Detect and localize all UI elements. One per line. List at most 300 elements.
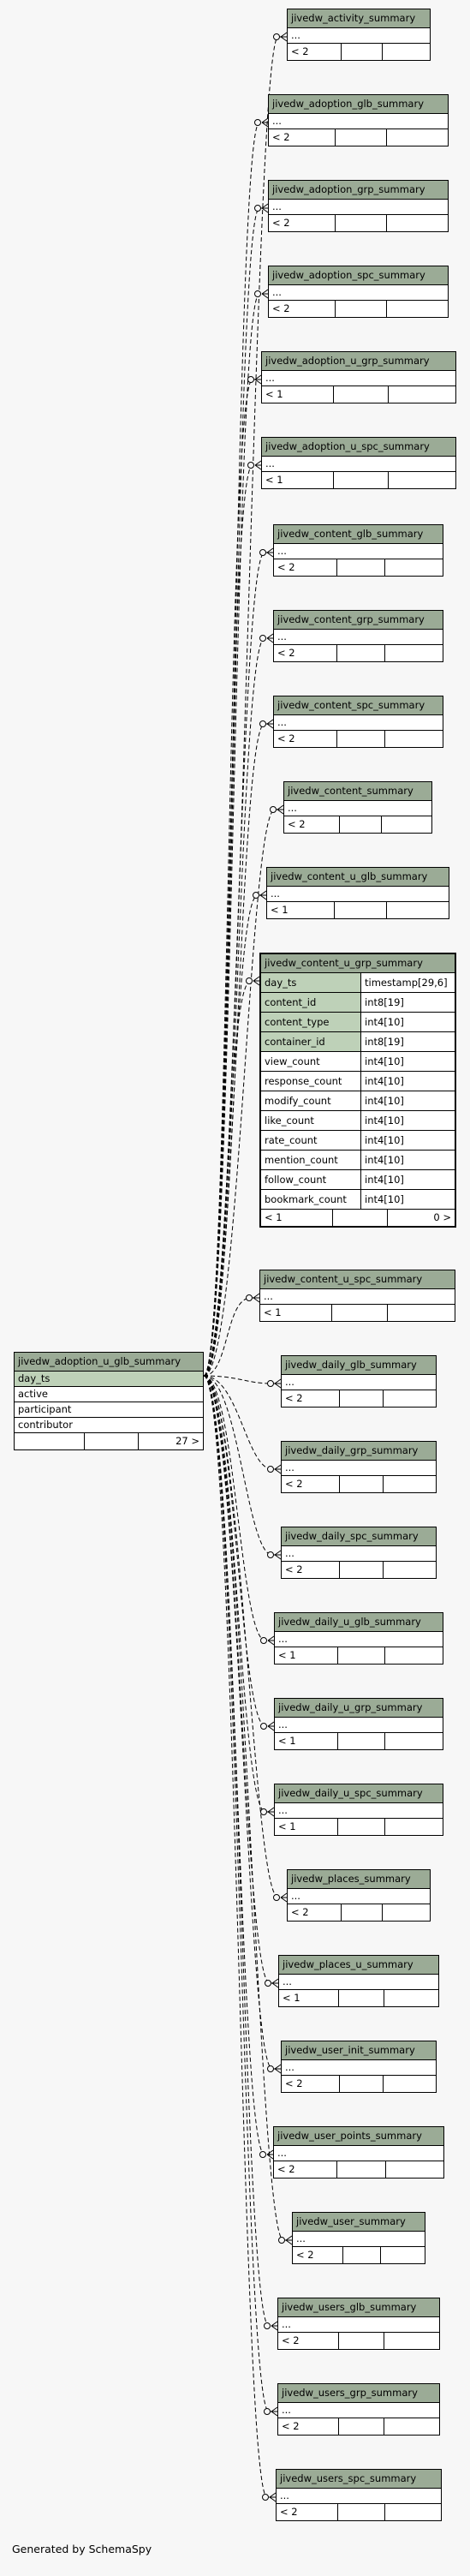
relationship-edge — [204, 1376, 277, 2326]
footer-parents: < 2 — [269, 215, 336, 231]
child-table-footer — [278, 2333, 439, 2349]
footer-parents: < 2 — [282, 1476, 340, 1492]
child-table-header: jivedw_content_u_spc_summary — [260, 1270, 455, 1289]
crowfoot-marker — [281, 1898, 287, 1902]
crowfoot-marker — [268, 1722, 274, 1726]
footer-children — [383, 1904, 430, 1921]
optional-marker — [247, 978, 253, 984]
crowfoot-marker — [275, 1379, 281, 1384]
footer-children — [385, 1819, 443, 1835]
child-table-ellipsis-row: ... — [274, 2146, 443, 2161]
footer-children — [384, 1562, 436, 1578]
relationship-edge — [204, 1376, 273, 2155]
footer-parents: < 2 — [274, 559, 337, 576]
child-table[interactable] — [274, 1698, 443, 1750]
child-table-ellipsis-row: ... — [275, 1718, 443, 1733]
child-table-ellipsis-row: ... — [282, 1546, 436, 1562]
footer-middle — [336, 215, 387, 231]
child-table-ellipsis-row: ... — [282, 1375, 436, 1390]
crowfoot-marker — [267, 548, 273, 553]
child-table-footer — [275, 1647, 443, 1664]
child-table-header: jivedw_places_u_summary — [279, 1956, 438, 1975]
crowfoot-marker — [275, 1465, 281, 1469]
focus-column-row — [261, 1032, 455, 1052]
child-table-header: jivedw_user_points_summary — [274, 2127, 443, 2146]
column-name: bookmark_count — [261, 1190, 361, 1209]
source-table-header: jivedw_adoption_u_glb_summary — [15, 1353, 203, 1372]
child-table-footer — [274, 2161, 443, 2178]
child-table-ellipsis-row: ... — [274, 630, 443, 645]
child-table-header: jivedw_adoption_glb_summary — [269, 95, 448, 114]
footer-middle — [342, 44, 382, 60]
child-table-header: jivedw_adoption_spc_summary — [269, 266, 448, 285]
footer-parents: < 2 — [269, 301, 336, 317]
footer-parents: < 2 — [282, 1390, 340, 1407]
child-table-ellipsis-row: ... — [269, 114, 448, 129]
crowfoot-marker — [272, 1983, 278, 1987]
child-table-ellipsis-row: ... — [279, 1975, 438, 1990]
optional-marker — [279, 2238, 285, 2244]
footer-parents: < 1 — [275, 1819, 338, 1835]
relationship-edge — [204, 294, 268, 1376]
footer-middle — [338, 1819, 386, 1835]
footer-children — [383, 44, 430, 60]
child-table[interactable] — [281, 1527, 437, 1579]
footer-children — [387, 129, 448, 146]
footer-children — [385, 559, 443, 576]
column-type: int4[10] — [365, 1115, 404, 1127]
optional-marker — [265, 2323, 271, 2329]
child-table-header: jivedw_content_summary — [284, 782, 431, 801]
child-table-ellipsis-row: ... — [267, 887, 449, 902]
focus-column-row — [261, 1190, 455, 1210]
source-column: participant — [15, 1402, 203, 1418]
footer-middle — [337, 731, 385, 747]
footer-children — [387, 301, 448, 317]
child-table[interactable] — [268, 94, 449, 146]
child-table-header: jivedw_daily_glb_summary — [282, 1356, 436, 1375]
footer-middle — [340, 2076, 384, 2092]
crowfoot-marker — [268, 1641, 274, 1645]
child-table[interactable] — [276, 2469, 442, 2521]
footer-children — [384, 2333, 439, 2349]
footer-middle — [338, 2504, 385, 2520]
footer-middle — [343, 2247, 381, 2263]
footer-parents: < 2 — [277, 2504, 338, 2520]
column-type: int4[10] — [365, 1154, 404, 1166]
footer-parents: < 2 — [278, 2333, 339, 2349]
child-table-ellipsis-row: ... — [288, 1889, 430, 1904]
column-type: timestamp[29,6] — [361, 973, 455, 992]
source-table[interactable] — [14, 1352, 204, 1450]
relationship-edge — [204, 981, 259, 1376]
column-name: container_id — [261, 1032, 361, 1051]
column-type: int4[10] — [365, 1193, 404, 1205]
crowfoot-marker — [255, 465, 261, 469]
column-type: int4[10] — [365, 1095, 404, 1107]
child-table-header: jivedw_users_grp_summary — [278, 2384, 439, 2403]
crowfoot-marker — [268, 1808, 274, 1812]
crowfoot-marker — [272, 1979, 278, 1983]
crowfoot-marker — [271, 2322, 277, 2326]
child-table-footer — [279, 1990, 438, 2006]
footer-children — [384, 1990, 438, 2006]
child-table-footer — [288, 1904, 430, 1921]
optional-marker — [260, 721, 266, 727]
footer-children — [381, 2247, 425, 2263]
column-name: rate_count — [261, 1131, 361, 1150]
crowfoot-marker — [253, 1294, 259, 1298]
footer-children — [387, 215, 448, 231]
child-table-ellipsis-row: ... — [260, 1289, 455, 1305]
column-type: int4[10] — [365, 1075, 404, 1087]
footer-parents: < 1 — [261, 1210, 333, 1226]
focus-column-row — [261, 1170, 455, 1190]
footer-children — [385, 645, 443, 661]
footer-parents: < 2 — [284, 816, 340, 833]
child-table[interactable] — [261, 437, 456, 489]
child-table-header: jivedw_user_summary — [293, 2213, 425, 2232]
crowfoot-marker — [271, 2412, 277, 2416]
child-table-footer — [284, 816, 431, 833]
crowfoot-marker — [268, 1812, 274, 1816]
crowfoot-marker — [253, 1298, 259, 1302]
footer-middle — [342, 1904, 382, 1921]
optional-marker — [248, 463, 254, 469]
column-name: content_id — [261, 993, 361, 1012]
footer-children: 27 > — [176, 1435, 199, 1447]
child-table-footer — [269, 301, 448, 317]
child-table[interactable] — [273, 524, 443, 577]
focus-column-row — [261, 1151, 455, 1170]
column-type: int8[19] — [361, 993, 455, 1012]
child-table-header: jivedw_daily_spc_summary — [282, 1527, 436, 1546]
optional-marker — [247, 1295, 253, 1301]
child-table-header: jivedw_adoption_u_spc_summary — [262, 438, 455, 457]
footer-children — [385, 1733, 443, 1749]
column-name: like_count — [261, 1111, 361, 1130]
crowfoot-marker — [267, 2150, 273, 2155]
relationship-edge — [204, 208, 268, 1376]
footer-parents: < 2 — [274, 731, 337, 747]
footer-middle — [339, 1990, 384, 2006]
optional-marker — [255, 291, 261, 297]
crowfoot-marker — [275, 1384, 281, 1388]
child-table[interactable] — [281, 1355, 437, 1408]
child-table-ellipsis-row: ... — [284, 801, 431, 816]
crowfoot-marker — [260, 895, 266, 900]
child-table-header: jivedw_places_summary — [288, 1870, 430, 1889]
crowfoot-marker — [262, 290, 268, 294]
child-table-footer — [275, 1733, 443, 1749]
child-table[interactable] — [268, 180, 449, 232]
crowfoot-marker — [281, 1893, 287, 1898]
optional-marker — [263, 2495, 269, 2501]
child-table-footer — [267, 902, 449, 918]
child-table-header: jivedw_content_spc_summary — [274, 696, 443, 715]
relationship-edge — [204, 1376, 278, 1983]
child-table-header: jivedw_content_glb_summary — [274, 525, 443, 544]
column-type: int4[10] — [361, 1013, 455, 1031]
footer-parents: < 1 — [279, 1990, 339, 2006]
child-table-header: jivedw_adoption_u_grp_summary — [262, 352, 455, 371]
child-table[interactable] — [261, 351, 456, 403]
crowfoot-marker — [262, 294, 268, 298]
footer-middle — [338, 1733, 386, 1749]
footer-parents: < 2 — [282, 1562, 340, 1578]
optional-marker — [260, 2152, 266, 2158]
focus-column-row — [261, 1052, 455, 1072]
child-table-footer — [275, 1819, 443, 1835]
optional-marker — [260, 636, 266, 642]
child-table[interactable] — [292, 2212, 425, 2264]
column-type: int4[10] — [365, 1134, 404, 1146]
footer-middle — [332, 1305, 388, 1321]
child-table-ellipsis-row: ... — [269, 200, 448, 215]
focus-column-row — [261, 1111, 455, 1131]
column-type: int4[10] — [365, 1055, 404, 1067]
footer-parents: < 2 — [288, 44, 342, 60]
footer-middle — [339, 2418, 385, 2435]
crowfoot-marker — [267, 2155, 273, 2159]
optional-marker — [253, 893, 259, 899]
footer-middle — [334, 386, 389, 403]
footer-middle — [340, 1390, 384, 1407]
source-column: day_ts — [15, 1372, 203, 1387]
child-table-header: jivedw_daily_u_grp_summary — [275, 1699, 443, 1718]
footer-middle — [340, 1476, 384, 1492]
crowfoot-marker — [267, 638, 273, 643]
source-table-footer — [15, 1433, 203, 1449]
crowfoot-marker — [286, 2240, 292, 2244]
crowfoot-marker — [275, 1555, 281, 1559]
column-name: follow_count — [261, 1170, 361, 1189]
child-table-ellipsis-row: ... — [269, 285, 448, 301]
footer-parents: < 2 — [274, 2161, 337, 2178]
child-table-header: jivedw_content_u_glb_summary — [267, 868, 449, 887]
child-table[interactable] — [268, 266, 449, 318]
footer-middle — [335, 902, 386, 918]
child-table-ellipsis-row: ... — [275, 1632, 443, 1647]
child-table-footer — [274, 559, 443, 576]
child-table-ellipsis-row: ... — [282, 1461, 436, 1476]
crowfoot-marker — [271, 2407, 277, 2412]
crowfoot-marker — [253, 981, 259, 985]
column-type: int8[19] — [361, 1032, 455, 1051]
footer-children — [389, 472, 455, 488]
footer-children — [385, 731, 443, 747]
column-name: response_count — [261, 1072, 361, 1091]
child-table-footer — [269, 215, 448, 231]
child-table-footer — [282, 1476, 436, 1492]
footer-children — [385, 1647, 443, 1664]
optional-marker — [260, 550, 266, 556]
child-table[interactable] — [273, 610, 443, 662]
crowfoot-marker — [270, 2497, 276, 2501]
optional-marker — [265, 1981, 271, 1987]
footer-children — [387, 902, 449, 918]
footer-parents: < 1 — [262, 386, 334, 403]
child-table[interactable] — [278, 1955, 439, 2007]
child-table-footer — [274, 731, 443, 747]
child-table-footer — [274, 645, 443, 661]
footer-middle — [336, 301, 387, 317]
child-table[interactable] — [259, 1270, 455, 1322]
optional-marker — [268, 2066, 274, 2072]
crowfoot-marker — [286, 2236, 292, 2240]
focus-column-row — [261, 1091, 455, 1111]
optional-marker — [268, 1552, 274, 1558]
focus-table[interactable] — [259, 953, 456, 1228]
focus-column-row — [261, 1072, 455, 1091]
footer-middle — [85, 1433, 139, 1449]
crowfoot-marker — [267, 634, 273, 638]
child-table[interactable] — [266, 867, 449, 919]
child-table[interactable] — [281, 1441, 437, 1493]
child-table-ellipsis-row: ... — [262, 371, 455, 386]
optional-marker — [271, 807, 277, 813]
footer-children — [382, 816, 431, 833]
optional-marker — [261, 1724, 267, 1730]
child-table-header: jivedw_content_grp_summary — [274, 611, 443, 630]
child-table-header: jivedw_daily_grp_summary — [282, 1442, 436, 1461]
child-table[interactable] — [287, 1869, 431, 1922]
footer-parents: < 2 — [274, 645, 337, 661]
child-table-ellipsis-row: ... — [275, 1803, 443, 1819]
child-table[interactable] — [273, 2126, 444, 2179]
relationship-edge — [204, 1376, 274, 1812]
footer-parents: < 2 — [282, 2076, 340, 2092]
crowfoot-marker — [277, 805, 283, 810]
optional-marker — [261, 1809, 267, 1815]
crowfoot-marker — [253, 977, 259, 981]
footer-parents: < 1 — [275, 1733, 338, 1749]
child-table[interactable] — [274, 1612, 443, 1665]
column-name: mention_count — [261, 1151, 361, 1169]
optional-marker — [274, 34, 280, 40]
focus-column-row — [261, 993, 455, 1013]
footer-parents: < 2 — [269, 129, 336, 146]
optional-marker — [261, 1638, 267, 1644]
child-table[interactable] — [277, 2298, 440, 2350]
footer-children — [384, 2418, 439, 2435]
optional-marker — [268, 1381, 274, 1387]
footer-children — [385, 2504, 441, 2520]
footer-middle — [336, 129, 387, 146]
optional-marker — [265, 2409, 271, 2415]
footer-middle — [337, 2161, 385, 2178]
child-table[interactable] — [287, 9, 431, 61]
optional-marker — [255, 120, 261, 126]
crowfoot-marker — [260, 891, 266, 895]
child-table-footer — [288, 44, 430, 60]
optional-marker — [274, 1895, 280, 1901]
footer-children — [388, 1305, 455, 1321]
child-table-ellipsis-row: ... — [278, 2403, 439, 2418]
optional-marker — [248, 377, 254, 383]
child-table[interactable] — [277, 2383, 440, 2436]
child-table-header: jivedw_daily_u_glb_summary — [275, 1613, 443, 1632]
child-table-header: jivedw_user_init_summary — [282, 2041, 436, 2060]
child-table-footer — [262, 386, 455, 403]
crowfoot-marker — [267, 553, 273, 557]
child-table-footer — [277, 2504, 441, 2520]
footer-children — [384, 1390, 436, 1407]
crowfoot-marker — [255, 461, 261, 465]
footer-parents: < 1 — [260, 1305, 332, 1321]
crowfoot-marker — [271, 2326, 277, 2330]
footer-middle — [337, 559, 385, 576]
footer-children — [384, 2076, 436, 2092]
child-table-footer — [293, 2247, 425, 2263]
child-table-footer — [260, 1305, 455, 1321]
focus-column-row — [261, 1013, 455, 1032]
column-type: int4[10] — [365, 1174, 404, 1186]
footer-children: 0 > — [433, 1211, 451, 1223]
focus-table-footer — [261, 1210, 455, 1226]
focus-table-header: jivedw_content_u_grp_summary — [261, 954, 455, 973]
footer-middle — [340, 816, 382, 833]
column-name: day_ts — [261, 973, 361, 992]
child-table-ellipsis-row: ... — [262, 457, 455, 472]
child-table-header: jivedw_users_glb_summary — [278, 2298, 439, 2317]
footer-middle — [340, 1562, 384, 1578]
footer-parents: < 1 — [275, 1647, 338, 1664]
footer-middle — [333, 1210, 388, 1226]
child-table-ellipsis-row: ... — [288, 28, 430, 44]
crowfoot-marker — [270, 2493, 276, 2497]
child-table-footer — [278, 2418, 439, 2435]
crowfoot-marker — [275, 1551, 281, 1555]
child-table-ellipsis-row: ... — [274, 715, 443, 731]
crowfoot-marker — [277, 810, 283, 814]
footer-children — [384, 1476, 436, 1492]
relationship-edge — [204, 465, 261, 1376]
crowfoot-marker — [267, 720, 273, 724]
child-table-footer — [282, 1562, 436, 1578]
footer-children — [389, 386, 455, 403]
footer-parents: < 1 — [262, 472, 334, 488]
child-table[interactable] — [273, 696, 443, 748]
child-table[interactable] — [274, 1784, 443, 1836]
child-table-footer — [282, 1390, 436, 1407]
footer-parents: < 2 — [293, 2247, 343, 2263]
child-table-ellipsis-row: ... — [278, 2317, 439, 2333]
child-table-ellipsis-row: ... — [274, 544, 443, 559]
relationship-edge — [204, 895, 266, 1376]
footer-children — [386, 2161, 443, 2178]
footer-middle — [339, 2333, 385, 2349]
child-table-ellipsis-row: ... — [282, 2060, 436, 2076]
crowfoot-marker — [275, 1469, 281, 1473]
child-table-footer — [282, 2076, 436, 2092]
footer-parents: < 1 — [267, 902, 335, 918]
crowfoot-marker — [281, 33, 287, 37]
child-table-ellipsis-row: ... — [293, 2232, 425, 2247]
child-table[interactable] — [283, 781, 432, 834]
source-column: active — [15, 1387, 203, 1402]
footer-middle — [337, 645, 385, 661]
child-table-header: jivedw_activity_summary — [288, 9, 430, 28]
focus-column-row — [261, 973, 455, 993]
child-table[interactable] — [281, 2041, 437, 2093]
crowfoot-marker — [268, 1726, 274, 1730]
child-table-footer — [262, 472, 455, 488]
footer-middle — [334, 472, 389, 488]
child-table-header: jivedw_users_spc_summary — [277, 2470, 441, 2489]
column-name: modify_count — [261, 1091, 361, 1110]
child-table-footer — [269, 129, 448, 146]
